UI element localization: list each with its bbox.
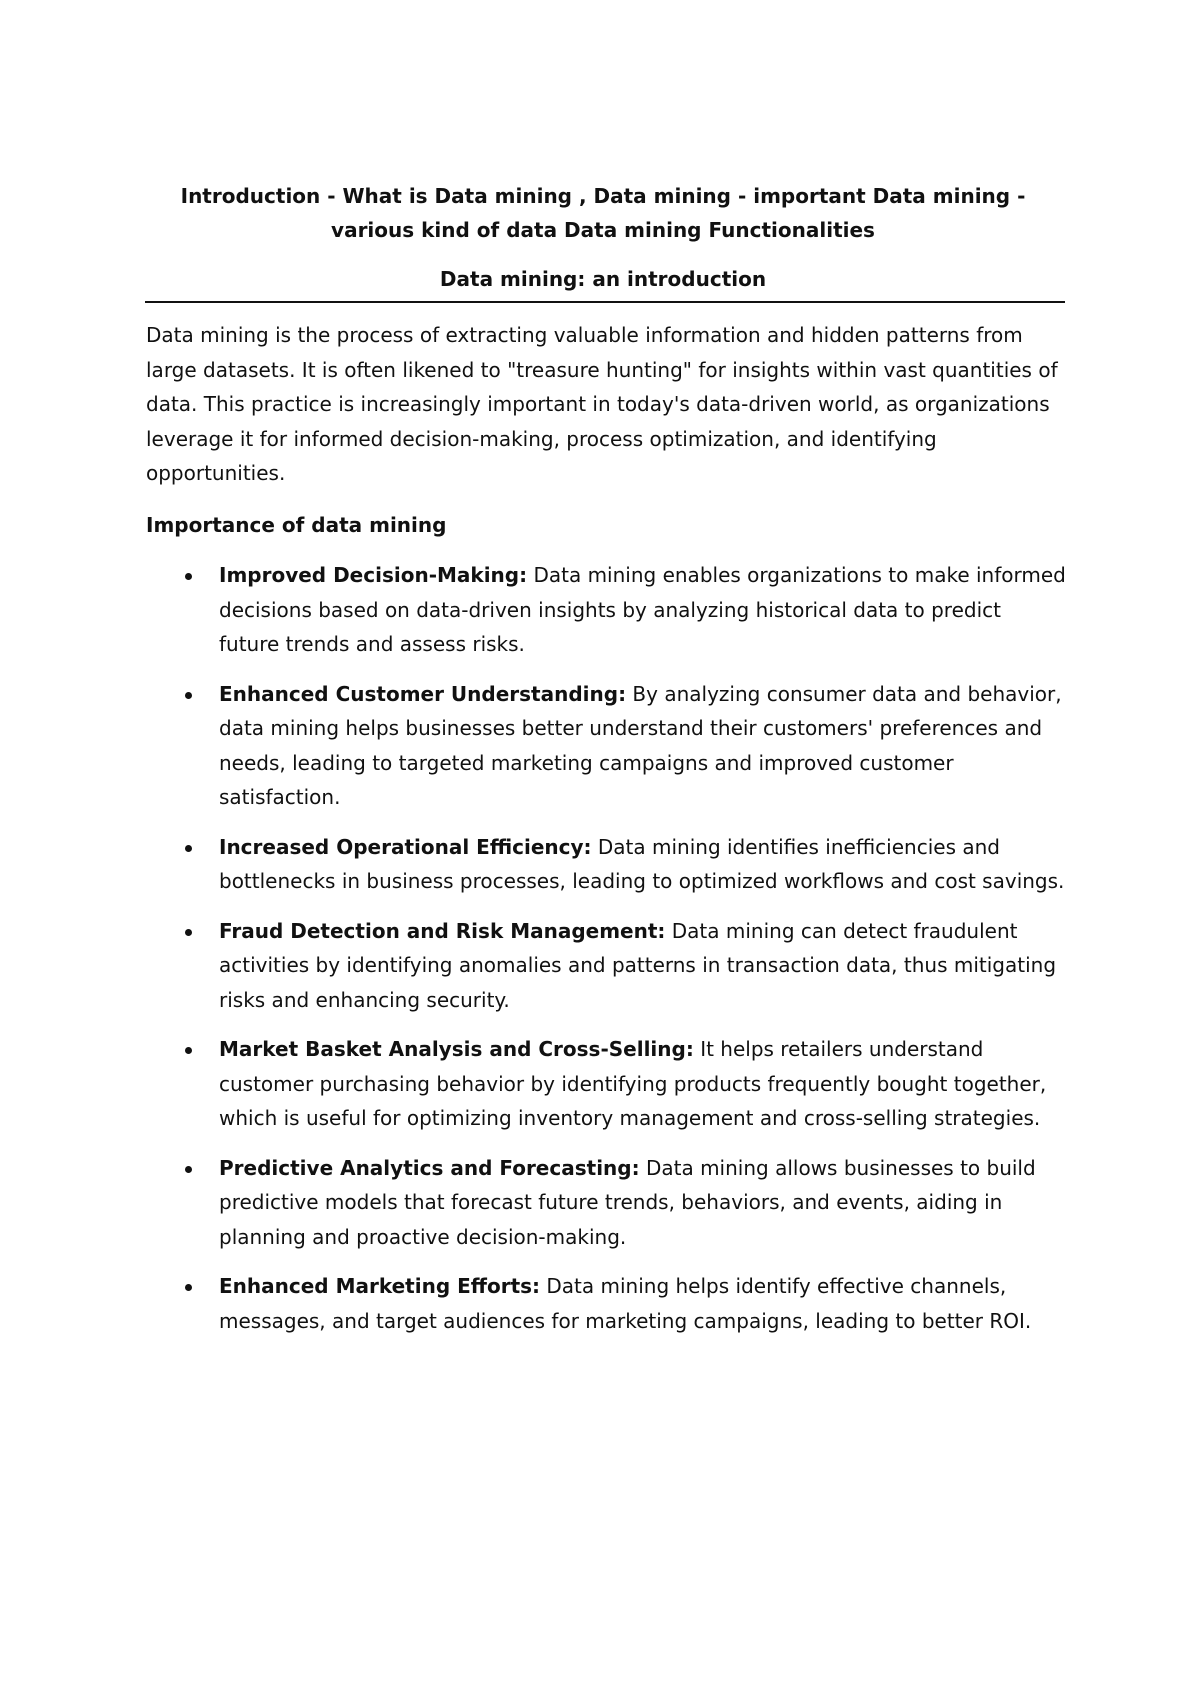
bullet-dot-icon — [185, 1284, 192, 1291]
bullet-dot-icon — [185, 1047, 192, 1054]
document-subtitle: Data mining: an introduction — [439, 267, 767, 291]
bullet-term: Market Basket Analysis and Cross-Selling: — [219, 1037, 694, 1061]
bullet-term: Improved Decision-Making: — [219, 563, 528, 587]
bullet-dot-icon — [185, 573, 192, 580]
list-item — [146, 558, 1066, 662]
list-item — [146, 914, 1066, 1018]
list-item — [146, 1032, 1066, 1136]
bullet-dot-icon — [185, 692, 192, 699]
bullet-text: Data mining identifies inefficiencies and bottlenecks in business processes, leading to optimized workflows and cost savings. — [219, 834, 1065, 893]
bullet-text: Data mining helps identify effective channels, messages, and target audiences for marketing campaigns, leading to better ROI. — [219, 1274, 1032, 1333]
bullet-term: Fraud Detection and Risk Management: — [219, 918, 666, 943]
list-item — [146, 830, 1066, 899]
bullet-term: Predictive Analytics and Forecasting: — [219, 1155, 640, 1180]
bullet-text: Data mining allows businesses to build predictive models that forecast future trends, behaviors, and events, aiding in planning and proactive decision-making. — [219, 1155, 1036, 1249]
bullet-text: It helps retailers understand customer purchasing behavior by identifying products frequently bought together, which is useful for optimizing inventory management and cross-selling strategies. — [219, 1037, 1047, 1130]
bullet-term: Enhanced Customer Understanding: — [219, 681, 627, 706]
intro-paragraph: Data mining is the process of extracting valuable information and hidden patterns from large datasets. It is often likened to "treasure hunting" for insights within vast quantities of data. This practice is increasingly important in today's data-driven world, as organizations leverage it for informed decision-making, process optimization, and identifying opportunities. — [146, 323, 1058, 485]
importance-bullet-list — [146, 558, 1066, 1353]
bullet-text: Data mining can detect fraudulent activities by identifying anomalies and patterns in transaction data, thus mitigating risks and enhancing security. — [219, 918, 1057, 1012]
list-item — [146, 1151, 1066, 1255]
section-heading: Importance of data mining — [146, 513, 447, 537]
bullet-text: By analyzing consumer data and behavior, data mining helps businesses better understand their customers' preferences and needs, leading to targeted marketing campaigns and improved customer satisfaction. — [219, 681, 1062, 809]
bullet-term: Increased Operational Efficiency: — [219, 834, 592, 859]
bullet-dot-icon — [185, 845, 192, 852]
bullet-text: Data mining enables organizations to make informed decisions based on data-driven insights by analyzing historical data to predict future trends and assess risks. — [219, 563, 1066, 656]
list-item — [146, 1269, 1066, 1338]
bullet-dot-icon — [185, 929, 192, 936]
bullet-term: Enhanced Marketing Efforts: — [219, 1274, 541, 1298]
subtitle-divider — [145, 301, 1065, 303]
document-title: Introduction - What is Data mining , Data mining - important Data mining - various kind of data Data mining Functionalities — [180, 184, 1026, 242]
bullet-dot-icon — [185, 1166, 192, 1173]
list-item — [146, 677, 1066, 815]
